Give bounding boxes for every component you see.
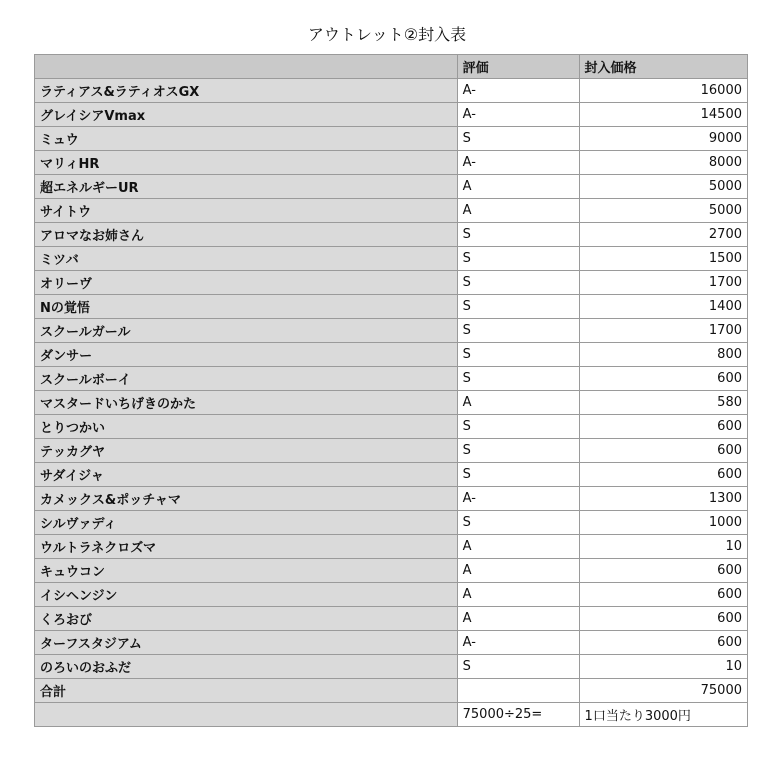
cell-grade[interactable]: A-	[457, 79, 579, 103]
cell-price[interactable]: 1700	[579, 319, 747, 343]
cell-name[interactable]: ミュウ	[35, 127, 458, 151]
outlet-table	[34, 54, 748, 727]
table-row	[35, 175, 748, 199]
cell-grade[interactable]: S	[457, 295, 579, 319]
header-name[interactable]	[35, 55, 458, 79]
cell-grade[interactable]: A-	[457, 103, 579, 127]
header-row	[35, 55, 748, 79]
cell-grade[interactable]: S	[457, 367, 579, 391]
table-row	[35, 391, 748, 415]
cell-price[interactable]: 16000	[579, 79, 747, 103]
cell-name[interactable]: スクールボーイ	[35, 367, 458, 391]
cell-grade[interactable]: A	[457, 199, 579, 223]
cell-price[interactable]: 10	[579, 535, 747, 559]
cell-grade[interactable]: A-	[457, 487, 579, 511]
table-row	[35, 79, 748, 103]
cell-grade[interactable]: A	[457, 607, 579, 631]
cell-name[interactable]: Nの覚悟	[35, 295, 458, 319]
cell-price[interactable]: 600	[579, 631, 747, 655]
cell-grade[interactable]: S	[457, 463, 579, 487]
table-row	[35, 511, 748, 535]
per-unit-result[interactable]: 1口当たり3000円	[579, 703, 747, 727]
table-row	[35, 607, 748, 631]
per-unit-formula[interactable]: 75000÷25=	[457, 703, 579, 727]
cell-grade[interactable]: S	[457, 319, 579, 343]
cell-grade[interactable]: A	[457, 559, 579, 583]
cell-name[interactable]: くろおび	[35, 607, 458, 631]
cell-price[interactable]: 600	[579, 439, 747, 463]
cell-grade[interactable]: A	[457, 391, 579, 415]
cell-grade[interactable]: S	[457, 271, 579, 295]
table-row	[35, 415, 748, 439]
table-row	[35, 271, 748, 295]
cell-name[interactable]: ダンサー	[35, 343, 458, 367]
cell-grade[interactable]: S	[457, 247, 579, 271]
cell-name[interactable]: シルヴァディ	[35, 511, 458, 535]
table-row	[35, 319, 748, 343]
cell-grade[interactable]: S	[457, 223, 579, 247]
header-grade[interactable]: 評価	[457, 55, 579, 79]
cell-grade[interactable]: S	[457, 655, 579, 679]
cell-price[interactable]: 1300	[579, 487, 747, 511]
cell-name[interactable]: サダイジャ	[35, 463, 458, 487]
cell-grade[interactable]: A	[457, 583, 579, 607]
table-row	[35, 367, 748, 391]
cell-price[interactable]: 1500	[579, 247, 747, 271]
cell-price[interactable]: 5000	[579, 175, 747, 199]
cell-name[interactable]: のろいのおふだ	[35, 655, 458, 679]
table-row	[35, 295, 748, 319]
cell-grade[interactable]: A	[457, 175, 579, 199]
table-row	[35, 487, 748, 511]
total-row	[35, 679, 748, 703]
cell-price[interactable]: 600	[579, 559, 747, 583]
cell-price[interactable]: 14500	[579, 103, 747, 127]
cell-name[interactable]: ラティアス&ラティオスGX	[35, 79, 458, 103]
table-row	[35, 583, 748, 607]
cell-name[interactable]: グレイシアVmax	[35, 103, 458, 127]
cell-grade[interactable]: S	[457, 439, 579, 463]
cell-price[interactable]: 600	[579, 415, 747, 439]
table-row	[35, 439, 748, 463]
table-row	[35, 199, 748, 223]
cell-price[interactable]: 600	[579, 463, 747, 487]
table-row	[35, 127, 748, 151]
table-row	[35, 247, 748, 271]
cell-name[interactable]: 超エネルギーUR	[35, 175, 458, 199]
cell-name[interactable]: オリーヴ	[35, 271, 458, 295]
cell-price[interactable]: 5000	[579, 199, 747, 223]
cell-price[interactable]: 580	[579, 391, 747, 415]
total-label[interactable]: 合計	[35, 679, 458, 703]
cell-name[interactable]: マリィHR	[35, 151, 458, 175]
table-row	[35, 655, 748, 679]
cell-price[interactable]: 600	[579, 607, 747, 631]
table-row	[35, 103, 748, 127]
cell-grade[interactable]: S	[457, 127, 579, 151]
total-price[interactable]: 75000	[579, 679, 747, 703]
table-row	[35, 463, 748, 487]
cell-name[interactable]: とりつかい	[35, 415, 458, 439]
cell-price[interactable]: 10	[579, 655, 747, 679]
cell-name[interactable]: テッカグヤ	[35, 439, 458, 463]
cell-price[interactable]: 800	[579, 343, 747, 367]
cell-price[interactable]: 600	[579, 583, 747, 607]
cell-name[interactable]: イシヘンジン	[35, 583, 458, 607]
cell-grade[interactable]: A-	[457, 151, 579, 175]
per-unit-row	[35, 703, 748, 727]
table-row	[35, 535, 748, 559]
cell-price[interactable]: 9000	[579, 127, 747, 151]
cell-grade[interactable]: S	[457, 511, 579, 535]
table-row	[35, 223, 748, 247]
table-row	[35, 343, 748, 367]
cell-name[interactable]: ウルトラネクロズマ	[35, 535, 458, 559]
cell-price[interactable]: 1400	[579, 295, 747, 319]
cell-name[interactable]: カメックス&ポッチャマ	[35, 487, 458, 511]
cell-name[interactable]: スクールガール	[35, 319, 458, 343]
cell-grade[interactable]: A-	[457, 631, 579, 655]
table-row	[35, 631, 748, 655]
total-grade[interactable]	[457, 679, 579, 703]
cell-price[interactable]: 1700	[579, 271, 747, 295]
cell-price[interactable]: 2700	[579, 223, 747, 247]
cell-price[interactable]: 1000	[579, 511, 747, 535]
cell-name[interactable]: ターフスタジアム	[35, 631, 458, 655]
cell-name[interactable]: キュウコン	[35, 559, 458, 583]
table-row	[35, 151, 748, 175]
cell-name[interactable]: サイトウ	[35, 199, 458, 223]
cell-grade[interactable]: S	[457, 343, 579, 367]
sheet-title: アウトレット②封入表	[307, 25, 467, 44]
table-row	[35, 559, 748, 583]
cell-grade[interactable]: A	[457, 535, 579, 559]
cell-price[interactable]: 600	[579, 367, 747, 391]
cell-name[interactable]: マスタードいちげきのかた	[35, 391, 458, 415]
header-price[interactable]: 封入価格	[579, 55, 747, 79]
cell-name[interactable]: ミツバ	[35, 247, 458, 271]
cell-price[interactable]: 8000	[579, 151, 747, 175]
cell-name[interactable]: アロマなお姉さん	[35, 223, 458, 247]
cell-grade[interactable]: S	[457, 415, 579, 439]
per-unit-label[interactable]	[35, 703, 458, 727]
